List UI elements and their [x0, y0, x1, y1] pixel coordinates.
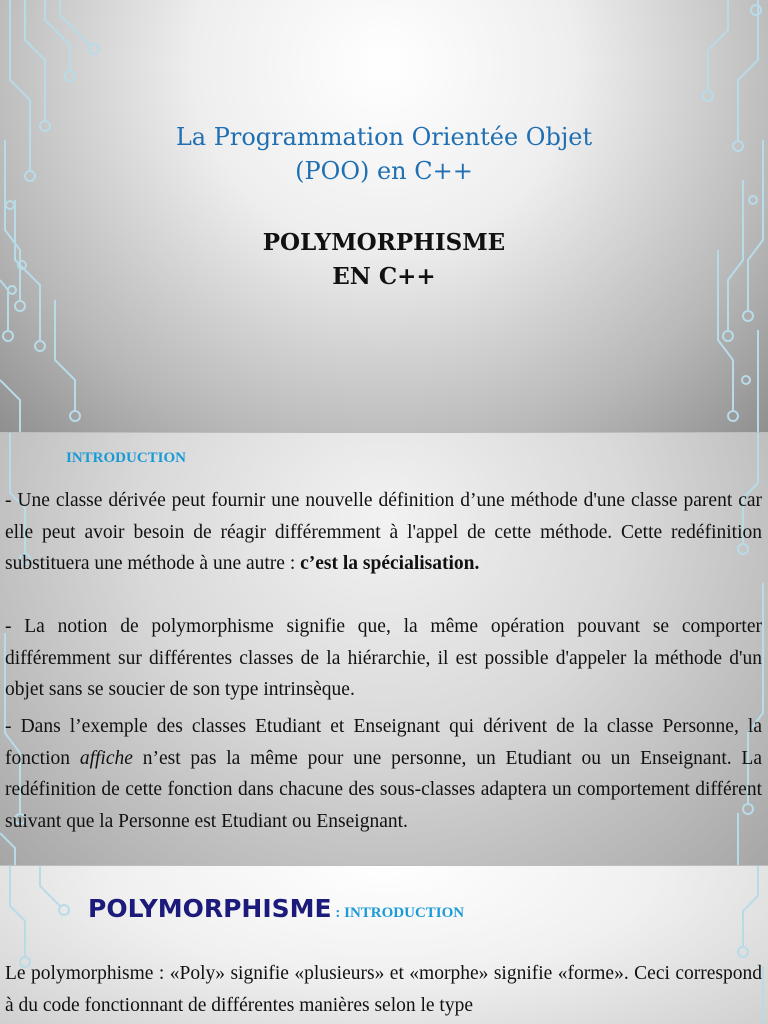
paragraph-polymorphism-notion: - La notion de polymorphisme signifie que, la même opération pouvant se comporter différemment sur différentes classes de la hiérarchie, il est possible d'appeler la méthode d'un objet sans se soucier de son type intrinsèque. [5, 616, 762, 700]
polymorphism-slide [0, 866, 768, 1024]
paragraph-text: - Dans l’exemple des classes Etudiant et Enseignant qui dérivent de la classe Personne, la fonction [5, 716, 762, 769]
slide-heading [88, 894, 464, 923]
paragraph-text: - Une classe dérivée peut fournir une nouvelle définition d’une méthode d'une classe parent car elle peut avoir besoin de réagir différemment à l'appel de cette méthode. Cette redéfinition substituera une méthode à une autre : [5, 490, 762, 574]
paragraph-text: n’est pas la même pour une personne, un Etudiant ou un Enseignant. La redéfinition de cette fonction dans chacune des sous-classes adaptera un comportement différent suivant que la Personne est Etudiant ou Enseignant. [5, 747, 762, 832]
bold-phrase: c’est la spécialisation. [300, 553, 480, 574]
paragraph-specialisation [5, 485, 762, 580]
subtitle-line-1: POLYMORPHISME [262, 229, 506, 256]
title-slide [0, 0, 768, 432]
introduction-slide [0, 433, 768, 865]
subtitle-line-2: EN C++ [332, 263, 436, 290]
paragraph-example [5, 711, 762, 837]
presentation-title [0, 120, 768, 188]
paragraph-definition: Le polymorphisme : «Poly» signifie «plusieurs» et «morphe» signifie «forme». Ceci correspond à du code fonctionnant de différentes manières selon le type [5, 963, 762, 1016]
title-line-2: (POO) en C++ [295, 157, 473, 185]
italic-word: affiche [79, 747, 133, 769]
presentation-subtitle [0, 226, 768, 294]
section-heading: INTRODUCTION [66, 450, 187, 466]
title-line-1: La Programmation Orientée Objet [175, 123, 593, 151]
heading-sub: : INTRODUCTION [331, 905, 465, 921]
circuit-decoration-left [0, 0, 140, 432]
heading-main: POLYMORPHISME [88, 894, 332, 923]
circuit-decoration-right [628, 0, 768, 432]
